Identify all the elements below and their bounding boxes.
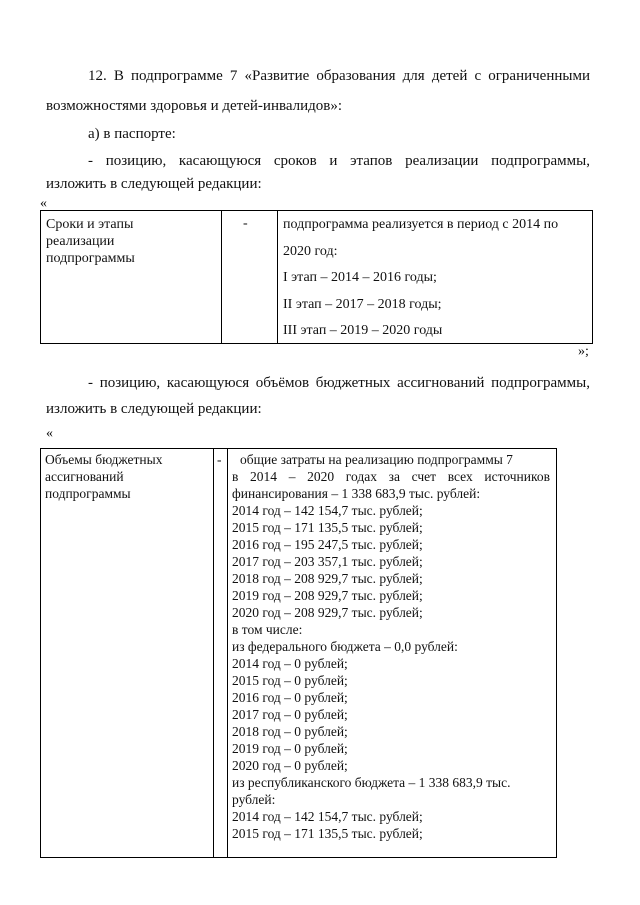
- budget-value-line: 2015 год – 0 рублей;: [232, 673, 348, 688]
- budget-value-line: 2017 год – 0 рублей;: [232, 707, 348, 722]
- open-quote-2: «: [46, 426, 53, 441]
- budget-label-line: Объемы бюджетных: [45, 452, 163, 467]
- budget-value-line: 2019 год – 0 рублей;: [232, 741, 348, 756]
- budget-value-line: в том числе:: [232, 622, 303, 637]
- terms-value-line: подпрограмма реализуется в период с 2014 по: [283, 217, 559, 232]
- budget-divider-2: [227, 449, 228, 857]
- budget-value-line: 2016 год – 195 247,5 тыс. рублей;: [232, 537, 423, 552]
- budget-intro-line: финансирования – 1 338 683,9 тыс. рублей:: [232, 486, 481, 501]
- terms-label-line: реализации: [46, 234, 115, 249]
- budget-label-line: подпрограммы: [45, 486, 131, 501]
- budget-value-line: 2014 год – 0 рублей;: [232, 656, 348, 671]
- terms-divider-2: [277, 211, 278, 343]
- terms-table: [40, 210, 593, 344]
- terms-value-line: 2020 год:: [283, 243, 338, 259]
- budget-table: [40, 448, 557, 858]
- budget-value-line: 2014 год – 142 154,7 тыс. рублей;: [232, 503, 423, 518]
- budget-value-line: 2015 год – 171 135,5 тыс. рублей;: [232, 520, 423, 535]
- close-quote-1: »;: [578, 344, 589, 359]
- budget-value-line: 2018 год – 0 рублей;: [232, 724, 348, 739]
- terms-label: [46, 216, 135, 267]
- budget-tail-line: 2015 год – 171 135,5 тыс. рублей;: [232, 826, 423, 841]
- para3-line2: изложить в следующей редакции:: [46, 401, 262, 417]
- budget-value-line: 2017 год – 203 357,1 тыс. рублей;: [232, 554, 423, 569]
- budget-label: [45, 451, 162, 502]
- budget-republic-line: рублей:: [232, 792, 276, 807]
- budget-intro-line: общие затраты на реализацию подпрограммы 7: [240, 452, 513, 467]
- open-quote-1: «: [40, 196, 47, 211]
- para2-line2: изложить в следующей редакции:: [46, 176, 262, 192]
- budget-value-line: 2020 год – 208 929,7 тыс. рублей;: [232, 605, 423, 620]
- budget-value-line: из федерального бюджета – 0,0 рублей:: [232, 639, 458, 654]
- budget-republic-line: из республиканского бюджета – 1 338 683,9 тыс.: [232, 775, 511, 790]
- budget-divider-1: [213, 449, 214, 857]
- para3-line1: - позицию, касающуюся объёмов бюджетных ассигнований подпрограммы,: [88, 375, 590, 391]
- item-a: а) в паспорте:: [88, 126, 176, 142]
- terms-label-line: Сроки и этапы: [46, 217, 134, 232]
- para1-line1: 12. В подпрограмме 7 «Развитие образования для детей с ограниченными: [88, 68, 590, 84]
- budget-value-line: 2018 год – 208 929,7 тыс. рублей;: [232, 571, 423, 586]
- terms-label-line: подпрограммы: [46, 251, 135, 266]
- budget-label-line: ассигнований: [45, 469, 124, 484]
- budget-value-line: 2020 год – 0 рублей;: [232, 758, 348, 773]
- terms-dash: -: [243, 216, 248, 231]
- budget-intro-line: в 2014 – 2020 годах за счет всех источников: [232, 469, 550, 484]
- budget-value-line: 2016 год – 0 рублей;: [232, 690, 348, 705]
- terms-value-line: I этап – 2014 – 2016 годы;: [283, 270, 437, 285]
- budget-dash: -: [217, 452, 222, 467]
- terms-value-line: II этап – 2017 – 2018 годы;: [283, 296, 442, 312]
- para2-line1: - позицию, касающуюся сроков и этапов реализации подпрограммы,: [88, 153, 590, 169]
- terms-divider-1: [221, 211, 222, 343]
- budget-tail-line: 2014 год – 142 154,7 тыс. рублей;: [232, 809, 423, 824]
- budget-value: [232, 451, 550, 842]
- budget-value-line: 2019 год – 208 929,7 тыс. рублей;: [232, 588, 423, 603]
- terms-value-line: III этап – 2019 – 2020 годы: [283, 323, 443, 338]
- para1-line2: возможностями здоровья и детей-инвалидов»:: [46, 98, 343, 114]
- terms-value: [283, 213, 558, 346]
